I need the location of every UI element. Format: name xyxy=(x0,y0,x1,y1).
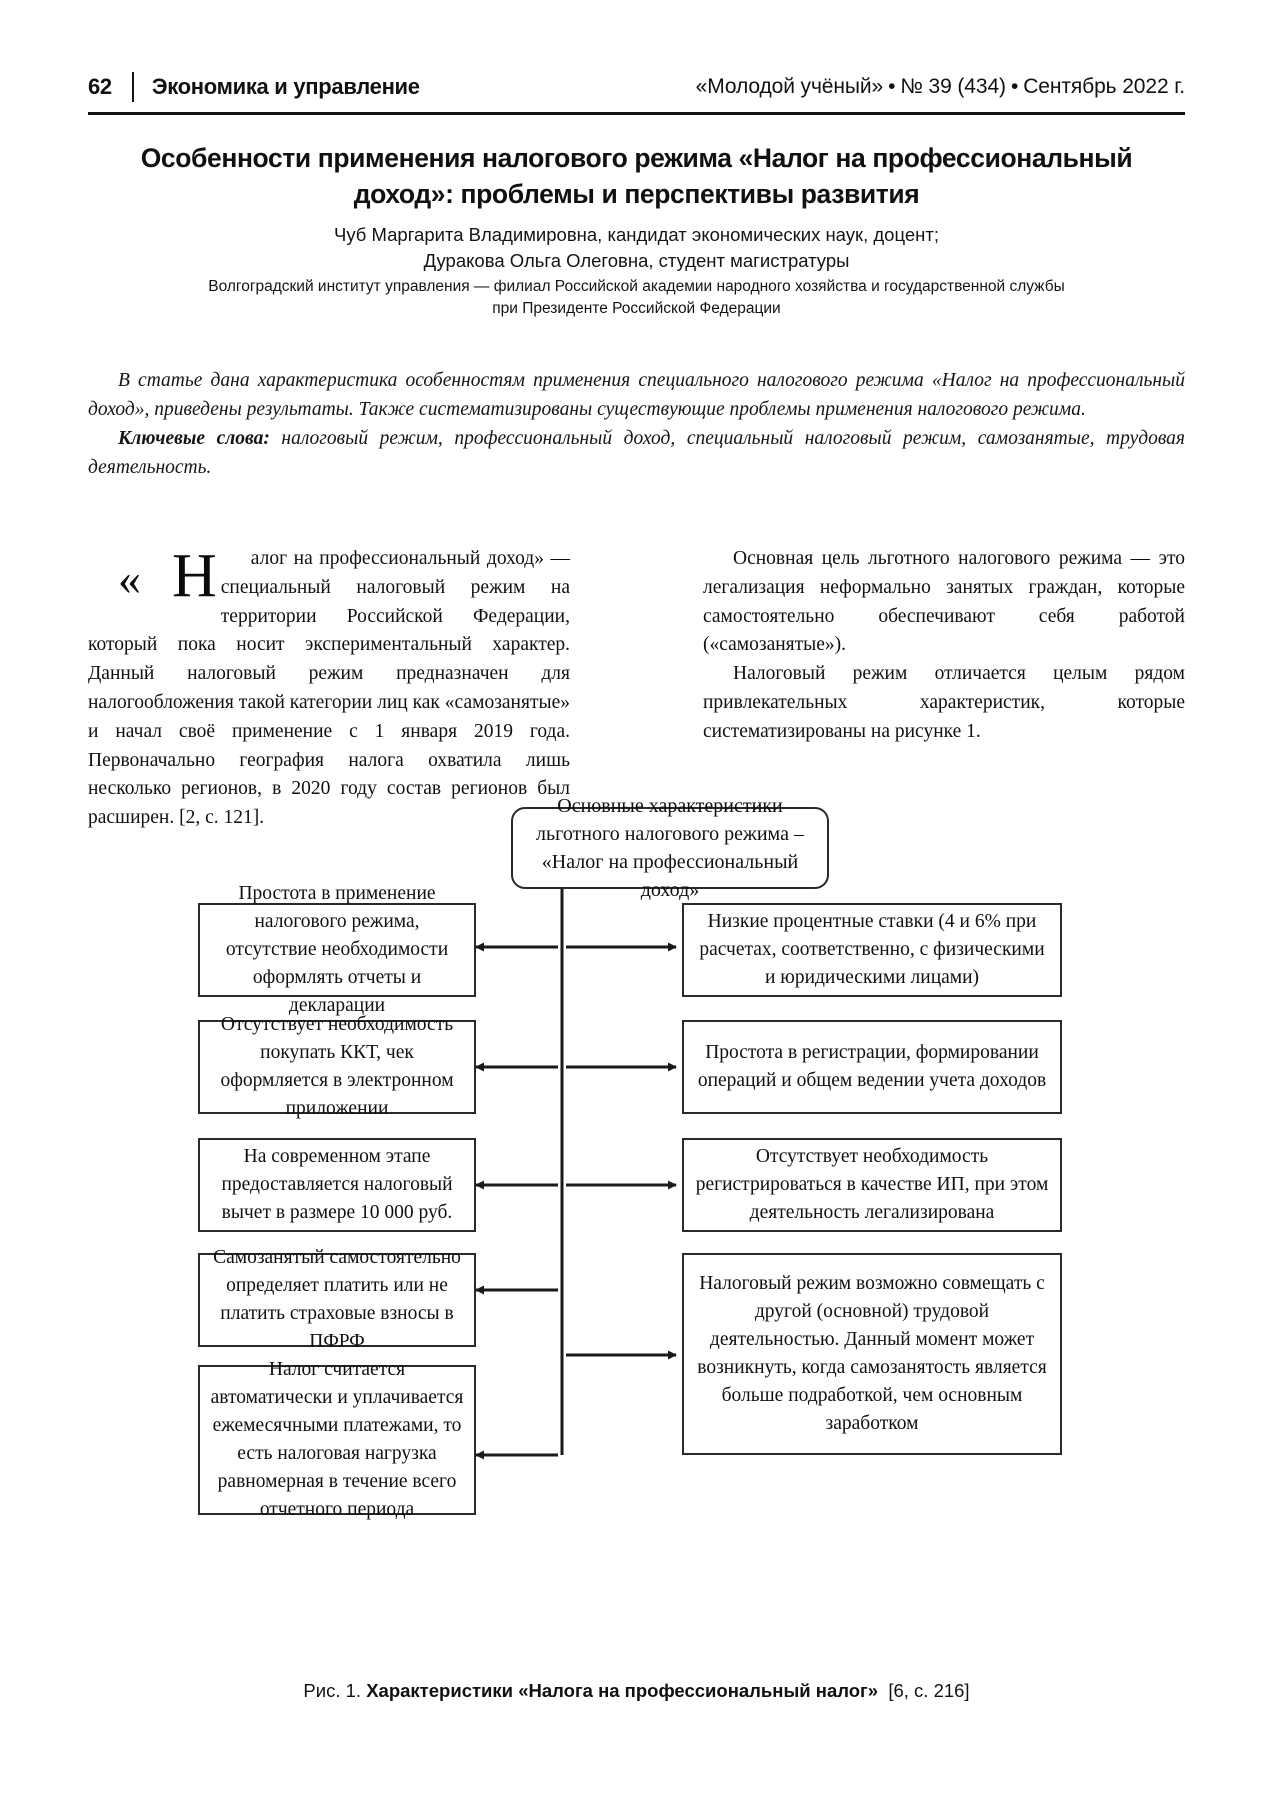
running-head-right xyxy=(696,75,1185,99)
caption-prefix: Рис. 1. xyxy=(303,1680,362,1701)
author-line-2: Дуракова Ольга Олеговна, студент магистратуры xyxy=(423,250,850,271)
author-line-1: Чуб Маргарита Владимировна, кандидат экономических наук, доцент; xyxy=(334,224,939,245)
diagram-right-box-1: Низкие процентные ставки (4 и 6% при расчетах, соответственно, с физическими и юридическими лицами) xyxy=(682,903,1062,997)
body-column-right xyxy=(703,545,1185,747)
body-paragraph-text: алог на профессиональный доход» — специальный налоговый режим на территории Российской Федерации, который пока носит экспериментальный характер. Данный налоговый режим предназначен для налогообложения такой категории лиц как «самозанятые» и начал своё применение с 1 января 2019 года. Первоначально география налога охватила лишь несколько регионов, в 2020 году состав регионов был расширен. [2, с. 121]. xyxy=(88,548,570,829)
diagram-right-box-3: Отсутствует необходимость регистрироваться в качестве ИП, при этом деятельность легализирована xyxy=(682,1138,1062,1232)
header-rule xyxy=(88,112,1185,115)
running-head-left xyxy=(88,72,420,102)
body-column-left xyxy=(88,542,570,833)
issue-date: Сентябрь 2022 г. xyxy=(1023,75,1185,98)
diagram-right-box-2: Простота в регистрации, формировании операций и общем ведении учета доходов xyxy=(682,1020,1062,1114)
opening-quote-glyph: « xyxy=(118,553,141,604)
body-paragraph-dropcap xyxy=(88,542,570,833)
running-head-divider xyxy=(132,72,134,102)
body-paragraph-3: Налоговый режим отличается целым рядом привлекательных характеристик, которые систематизированы на рисунке 1. xyxy=(703,663,1185,742)
drop-cap-letter: Н xyxy=(172,542,217,610)
body-paragraph-2: Основная цель льготного налогового режима — это легализация неформально занятых граждан, которые самостоятельно обеспечивают себя работой («самозанятые»). xyxy=(703,548,1185,656)
diagram-left-box-4: Самозанятый самостоятельно определяет платить или не платить страховые взносы в ПФРФ xyxy=(198,1253,476,1347)
keywords-paragraph xyxy=(88,424,1185,482)
diagram-head-box: Основные характеристики льготного налогового режима – «Налог на профессиональный доход» xyxy=(511,807,829,889)
diagram-left-box-1: Простота в применение налогового режима, отсутствие необходимости оформлять отчеты и декларации xyxy=(198,903,476,997)
abstract-block xyxy=(88,366,1185,482)
diagram-left-box-3: На современном этапе предоставляется налоговый вычет в размере 10 000 руб. xyxy=(198,1138,476,1232)
article-affiliation xyxy=(110,276,1163,320)
section-title: Экономика и управление xyxy=(151,74,420,99)
journal-name: «Молодой учёный» xyxy=(695,75,884,98)
article-title: Особенности применения налогового режима «Налог на профессиональный доход»: проблемы и перспективы развития xyxy=(140,143,1133,209)
running-head xyxy=(88,66,1185,108)
bullet-separator-2: • xyxy=(1010,75,1019,98)
figure-caption xyxy=(88,1680,1185,1702)
affiliation-line-2: при Президенте Российской Федерации xyxy=(492,300,781,317)
keywords-label: Ключевые слова: xyxy=(118,428,270,449)
keywords-list: налоговый режим, профессиональный доход, специальный налоговый режим, самозанятые, трудовая деятельность. xyxy=(88,428,1185,478)
caption-title: Характеристики «Налога на профессиональный налог» xyxy=(366,1680,879,1701)
bullet-separator-1: • xyxy=(888,75,896,98)
issue-number: № 39 (434) xyxy=(900,75,1006,98)
abstract-text: В статье дана характеристика особенностям применения специального налогового режима «Налог на профессиональный доход», приведены результаты. Также систематизированы существующие проблемы применения налогового режима. xyxy=(88,370,1185,420)
caption-source: [6, с. 216] xyxy=(888,1680,970,1701)
page-number: 62 xyxy=(88,74,112,99)
diagram-right-box-4: Налоговый режим возможно совмещать с другой (основной) трудовой деятельностью. Данный момент может возникнуть, когда самозанятость является больше подработкой, чем основным заработком xyxy=(682,1253,1062,1455)
affiliation-line-1: Волгоградский институт управления — филиал Российской академии народного хозяйства и государственной службы xyxy=(208,278,1065,295)
diagram-left-box-5: Налог считается автоматически и уплачивается ежемесячными платежами, то есть налоговая нагрузка равномерная в течение всего отчетного периода xyxy=(198,1365,476,1515)
article-authors xyxy=(110,222,1163,274)
diagram-left-box-2: Отсутствует необходимость покупать ККТ, чек оформляется в электронном приложении xyxy=(198,1020,476,1114)
figure-1-diagram xyxy=(88,795,1185,1655)
